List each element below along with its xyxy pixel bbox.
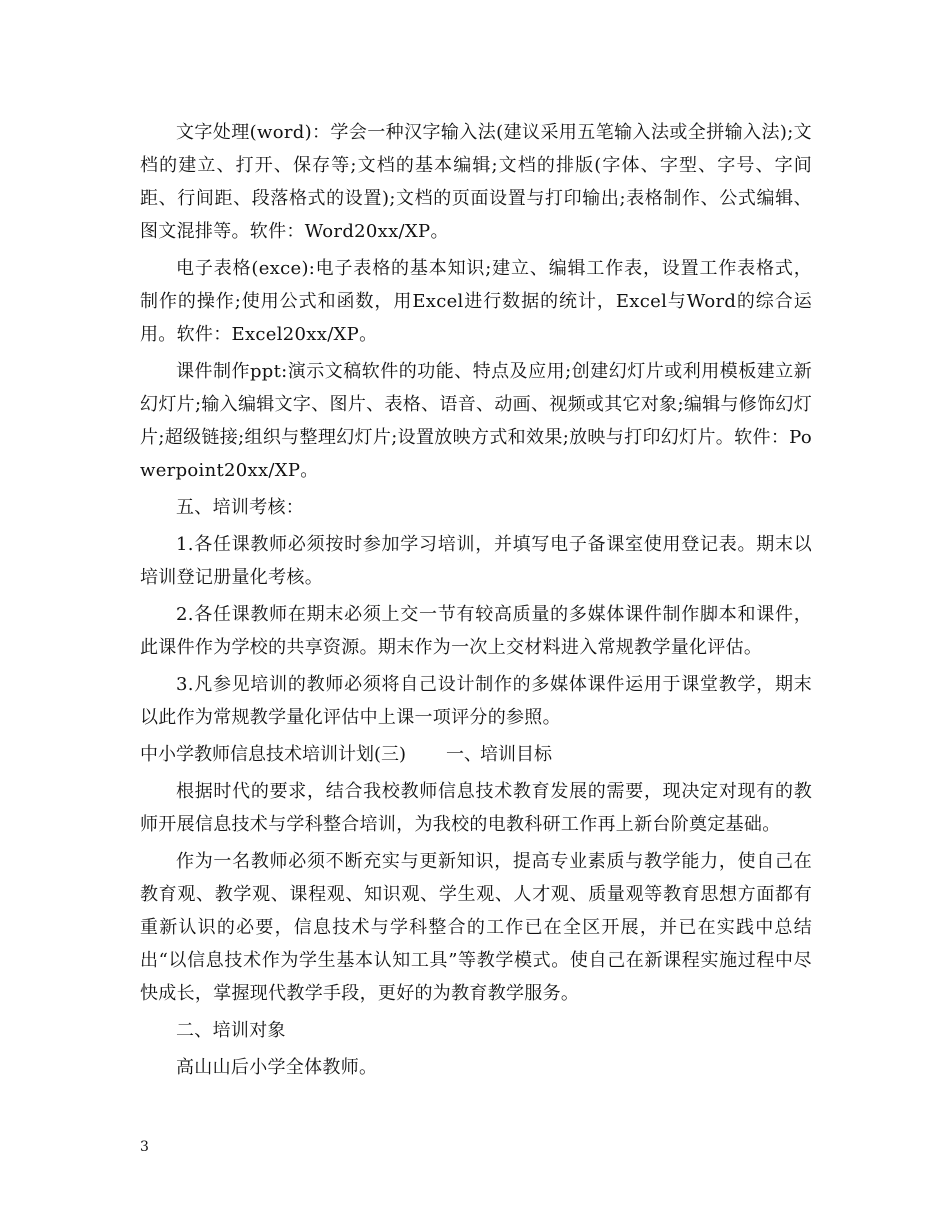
page-number: 3: [140, 1139, 149, 1155]
paragraph-courseware: 课件制作ppt:演示文稿软件的功能、特点及应用;创建幻灯片或利用模板建立新幻灯片;输入编辑文字、图片、表格、语音、动画、视频或其它对象;编辑与修饰幻灯片;超级链接;组织与整理幻灯片;设置放映方式和效果;放映与打印幻灯片。软件：Powerpoint20xx/XP。: [140, 361, 812, 481]
paragraph-background: 根据时代的要求，结合我校教师信息技术教育发展的需要，现决定对现有的教师开展信息技术与学科整合培训，为我校的电教科研工作再上新台阶奠定基础。: [140, 781, 812, 835]
plan-heading: [140, 738, 812, 771]
paragraph-target-audience: 高山山后小学全体教师。: [176, 1057, 378, 1078]
paragraph-word-processing: 文字处理(word)：学会一种汉字输入法(建议采用五笔输入法或全拼输入法);文档的建立、打开、保存等;文档的基本编辑;文档的排版(字体、字型、字号、字间距、行间距、段落格式的设置);文档的页面设置与打印输出;表格制作、公式编辑、图文混排等。软件：Word20xx/XP。: [140, 122, 812, 242]
section-heading-target: 二、培训对象: [176, 1020, 286, 1041]
section-number: 一、: [446, 744, 483, 765]
assessment-item-1: 1.各任课教师必须按时参加学习培训，并填写电子备课室使用登记表。期末以培训登记册量化考核。: [140, 534, 812, 588]
paragraph-teacher-requirements: 作为一名教师必须不断充实与更新知识，提高专业素质与教学能力，使自己在教育观、教学观、课程观、知识观、学生观、人才观、质量观等教育思想方面都有重新认识的必要，信息技术与学科整合的工作已在全区开展，并已在实践中总结出“以信息技术作为学生基本认知工具”等教学模式。使自己在新课程实施过程中尽快成长，掌握现代教学手段，更好的为教育教学服务。: [140, 851, 812, 1004]
paragraph-spreadsheet: 电子表格(exce):电子表格的基本知识;建立、编辑工作表，设置工作表格式，制作的操作;使用公式和函数，用Excel进行数据的统计，Excel与Word的综合运用。软件：Excel20xx/XP。: [140, 258, 812, 345]
section-title: 培训目标: [480, 744, 553, 765]
document-body: [140, 116, 812, 1088]
plan-title: 中小学教师信息技术培训计划(三): [140, 744, 407, 765]
assessment-item-2: 2.各任课教师在期末必须上交一节有较高质量的多媒体课件制作脚本和课件，此课件作为学校的共享资源。期末作为一次上交材料进入常规教学量化评估。: [140, 604, 812, 658]
section-heading-assessment: 五、培训考核：: [176, 497, 305, 518]
assessment-item-3: 3.凡参见培训的教师必须将自己设计制作的多媒体课件运用于课堂教学，期末以此作为常规教学量化评估中上课一项评分的参照。: [140, 674, 812, 728]
